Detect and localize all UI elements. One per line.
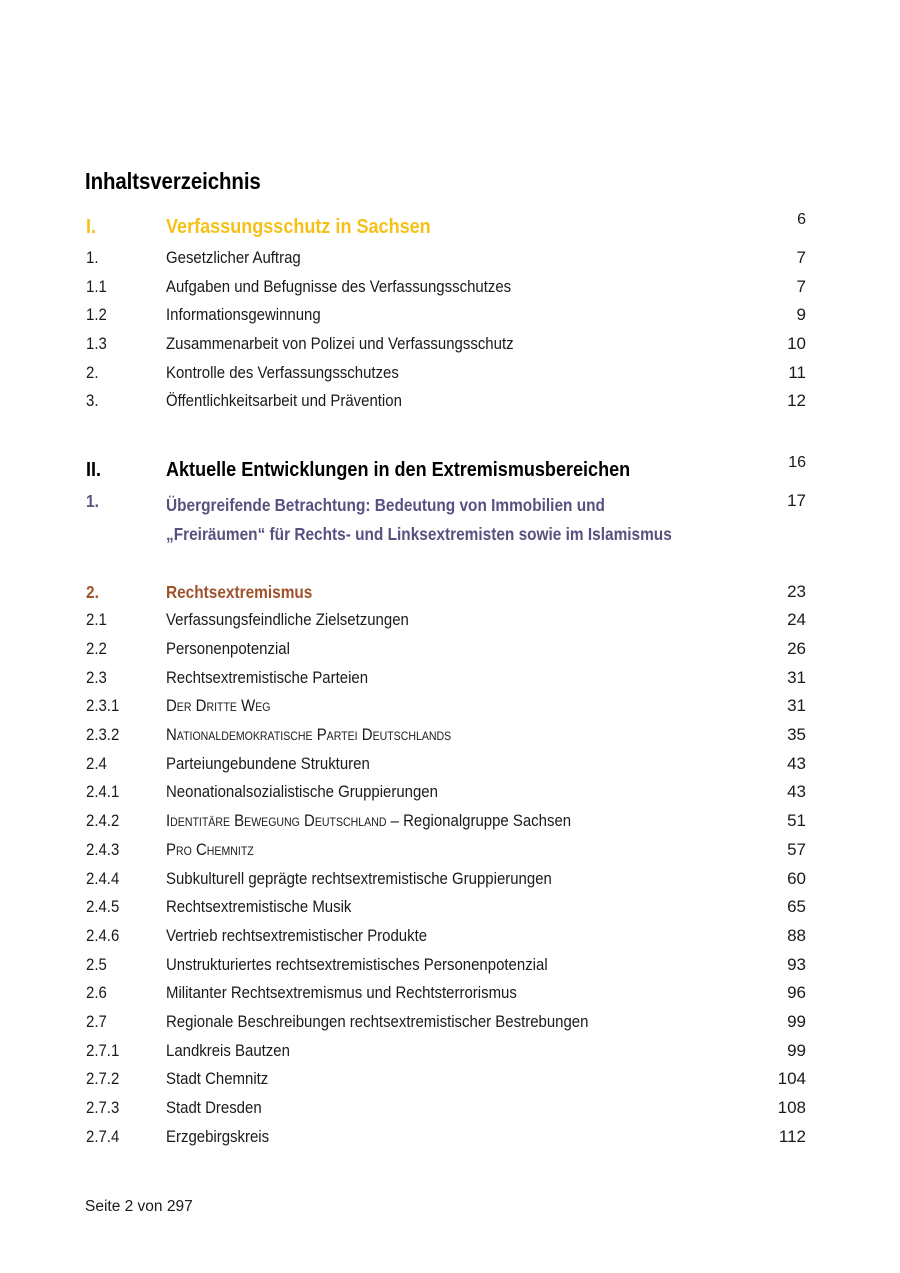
toc-entry-title-smallcaps: Pro Chemnitz: [166, 839, 254, 859]
toc-entry-title: Personenpotenzial: [166, 639, 290, 658]
toc-entry-page-number: 7: [796, 276, 806, 296]
toc-entry-title: Rechtsextremistische Parteien: [166, 667, 369, 687]
toc-entry[interactable]: [0, 725, 900, 754]
page-footer: Seite 2 von 297: [85, 1198, 193, 1215]
toc-entry-page-number: 93: [787, 954, 806, 974]
toc-entry-number: 2.7: [86, 1011, 107, 1031]
toc-entry-number: I.: [86, 215, 97, 238]
toc-entry-number: 1.: [86, 491, 99, 512]
section-spacer: [0, 420, 900, 458]
toc-entry-number: 2.3.1: [86, 696, 120, 716]
toc-entry-number: II.: [86, 458, 102, 482]
toc-entry[interactable]: [0, 491, 900, 549]
toc-entry[interactable]: [0, 639, 900, 668]
toc-entry-number: 2.4.3: [86, 839, 120, 859]
toc-entry-number: 2.4.2: [86, 811, 120, 831]
toc-entry-number: 2.4.5: [86, 897, 120, 917]
toc-entry[interactable]: [0, 754, 900, 783]
toc-entry-title: Verfassungsschutz in Sachsen: [166, 215, 431, 238]
toc-entry-title-line: Übergreifende Betrachtung: Bedeutung von Immobilien und: [166, 495, 605, 516]
toc-entry[interactable]: [0, 926, 900, 955]
toc-entry-title: [166, 491, 782, 548]
toc-entry-number: 2.5: [86, 954, 107, 974]
toc-entry-page-number: 104: [777, 1069, 806, 1089]
toc-entry-title-line: „Freiräumen“ für Rechts- und Linksextremisten sowie im Islamismus: [166, 523, 672, 544]
toc-entry[interactable]: [0, 277, 900, 306]
toc-entry[interactable]: [0, 211, 900, 248]
toc-entry-page-number: 51: [787, 811, 806, 831]
toc-entry-page-number: 35: [787, 725, 806, 745]
toc-entry[interactable]: [0, 610, 900, 639]
toc-entry-title: Vertrieb rechtsextremistischer Produkte: [166, 925, 428, 945]
toc-entry[interactable]: [0, 305, 900, 334]
toc-entry-title-smallcaps: Identitäre Bewegung Deutschland: [166, 811, 387, 831]
toc-entry[interactable]: [0, 782, 900, 811]
toc-entry-title: [166, 725, 451, 745]
toc-entry-page-number: 43: [787, 753, 806, 773]
toc-entry-page-number: 108: [777, 1098, 806, 1117]
section-spacer: [0, 549, 900, 582]
toc-entry[interactable]: [0, 955, 900, 984]
toc-entry-page-number: 88: [787, 925, 806, 945]
toc-entry-page-number: 26: [787, 639, 806, 658]
toc-entry-title: Regionale Beschreibungen rechtsextremistischer Bestrebungen: [166, 1011, 589, 1031]
toc-entry-page-number: 6: [797, 211, 806, 228]
toc-entry-page-number: 9: [796, 305, 806, 325]
toc-entry-number: 1.2: [86, 305, 107, 325]
toc-entry[interactable]: [0, 696, 900, 725]
toc-entry-number: 1.1: [86, 276, 107, 296]
toc-entry-number: 2.7.1: [86, 1040, 120, 1060]
toc-entry-number: 2.: [86, 362, 99, 382]
toc-entry-title: Gesetzlicher Auftrag: [166, 248, 301, 267]
toc-entry-page-number: 43: [787, 782, 806, 802]
toc-entry[interactable]: [0, 248, 900, 277]
toc-entry-number: 3.: [86, 391, 99, 411]
toc-entry-number: 2.1: [86, 610, 107, 630]
toc-entry-title: Stadt Dresden: [166, 1098, 262, 1117]
toc-entry-title: Rechtsextremistische Musik: [166, 897, 352, 917]
toc-entry-number: 2.4.1: [86, 782, 120, 802]
toc-entry-title: Aufgaben und Befugnisse des Verfassungsschutzes: [166, 276, 512, 296]
toc-entry-page-number: 99: [787, 1040, 806, 1060]
toc-entry-page-number: 7: [796, 248, 806, 267]
toc-entry-number: 2.3.2: [86, 725, 120, 745]
toc-entry-number: 2.7.4: [86, 1126, 120, 1146]
toc-entry-title: Stadt Chemnitz: [166, 1069, 269, 1089]
toc-entry[interactable]: [0, 1127, 900, 1156]
toc-entry-title: Kontrolle des Verfassungsschutzes: [166, 362, 399, 382]
toc-entry-title-rest: – Regionalgruppe Sachsen: [386, 811, 572, 831]
toc-entry-page-number: 60: [787, 868, 806, 888]
toc-entry-number: 2.4: [86, 753, 107, 773]
toc-entry-page-number: 31: [787, 696, 806, 716]
toc-entry-page-number: 23: [787, 581, 806, 601]
toc-entry-page-number: 10: [787, 334, 806, 354]
toc-entry-title: Rechtsextremismus: [166, 581, 313, 602]
toc-entry[interactable]: [0, 391, 900, 420]
toc-entry-page-number: 65: [787, 897, 806, 917]
toc-entry-title: Parteiungebundene Strukturen: [166, 753, 370, 773]
toc-entry[interactable]: [0, 363, 900, 392]
toc-entry-page-number: 16: [788, 454, 806, 472]
toc-entry-title: Landkreis Bautzen: [166, 1040, 290, 1060]
toc-entry[interactable]: [0, 869, 900, 898]
toc-entry-title: Zusammenarbeit von Polizei und Verfassungsschutz: [166, 334, 514, 354]
toc-entry[interactable]: [0, 1012, 900, 1041]
toc-entry[interactable]: [0, 454, 900, 491]
toc-entry-title: [166, 811, 571, 831]
toc-entry[interactable]: [0, 1069, 900, 1098]
toc-entry-title: Militanter Rechtsextremismus und Rechtsterrorismus: [166, 983, 517, 1003]
toc-entry[interactable]: [0, 582, 900, 611]
toc-entry-page-number: 31: [787, 667, 806, 687]
toc-entry-number: 2.: [86, 581, 99, 602]
toc-entry-number: 2.2: [86, 639, 107, 658]
toc-entry[interactable]: [0, 1098, 900, 1127]
toc-entry[interactable]: [0, 897, 900, 926]
toc-entry-title-smallcaps: Der Dritte Weg: [166, 696, 271, 716]
toc-entry-number: 2.7.2: [86, 1069, 120, 1089]
toc-entry[interactable]: [0, 811, 900, 840]
toc-entry-number: 1.3: [86, 334, 107, 354]
table-of-contents: [0, 211, 900, 1155]
toc-entry-page-number: 57: [787, 839, 806, 859]
toc-entry-title: Unstrukturiertes rechtsextremistisches Personenpotenzial: [166, 954, 548, 974]
toc-entry-number: 2.7.3: [86, 1098, 120, 1117]
toc-entry[interactable]: [0, 1041, 900, 1070]
toc-entry-title: Verfassungsfeindliche Zielsetzungen: [166, 610, 409, 630]
toc-entry[interactable]: [0, 983, 900, 1012]
toc-entry-title-smallcaps: Nationaldemokratische Partei Deutschlands: [166, 725, 452, 745]
toc-entry-title: Neonationalsozialistische Gruppierungen: [166, 782, 438, 802]
toc-entry[interactable]: [0, 334, 900, 363]
toc-entry-page-number: 99: [787, 1011, 806, 1031]
toc-entry-page-number: 96: [787, 983, 806, 1003]
page-title: Inhaltsverzeichnis: [85, 168, 261, 194]
toc-entry-title: Aktuelle Entwicklungen in den Extremismusbereichen: [166, 458, 631, 482]
toc-entry-title: [166, 696, 271, 716]
toc-entry-title: Erzgebirgskreis: [166, 1126, 270, 1146]
toc-entry-page-number: 17: [787, 491, 806, 511]
toc-entry-number: 1.: [86, 248, 99, 267]
toc-entry-page-number: 24: [787, 610, 806, 630]
toc-entry-page-number: 112: [778, 1126, 806, 1146]
toc-entry-title: Subkulturell geprägte rechtsextremistische Gruppierungen: [166, 868, 552, 888]
toc-entry-number: 2.4.6: [86, 925, 120, 945]
toc-entry-number: 2.3: [86, 667, 107, 687]
toc-entry-title: [166, 840, 254, 860]
toc-entry-page-number: 11: [788, 362, 806, 382]
toc-entry-number: 2.4.4: [86, 868, 120, 888]
toc-entry-title: Öffentlichkeitsarbeit und Prävention: [166, 391, 402, 411]
toc-entry[interactable]: [0, 840, 900, 869]
toc-entry-number: 2.6: [86, 983, 107, 1003]
toc-entry-page-number: 12: [787, 391, 806, 411]
toc-entry-title: Informationsgewinnung: [166, 305, 321, 325]
toc-entry[interactable]: [0, 668, 900, 697]
